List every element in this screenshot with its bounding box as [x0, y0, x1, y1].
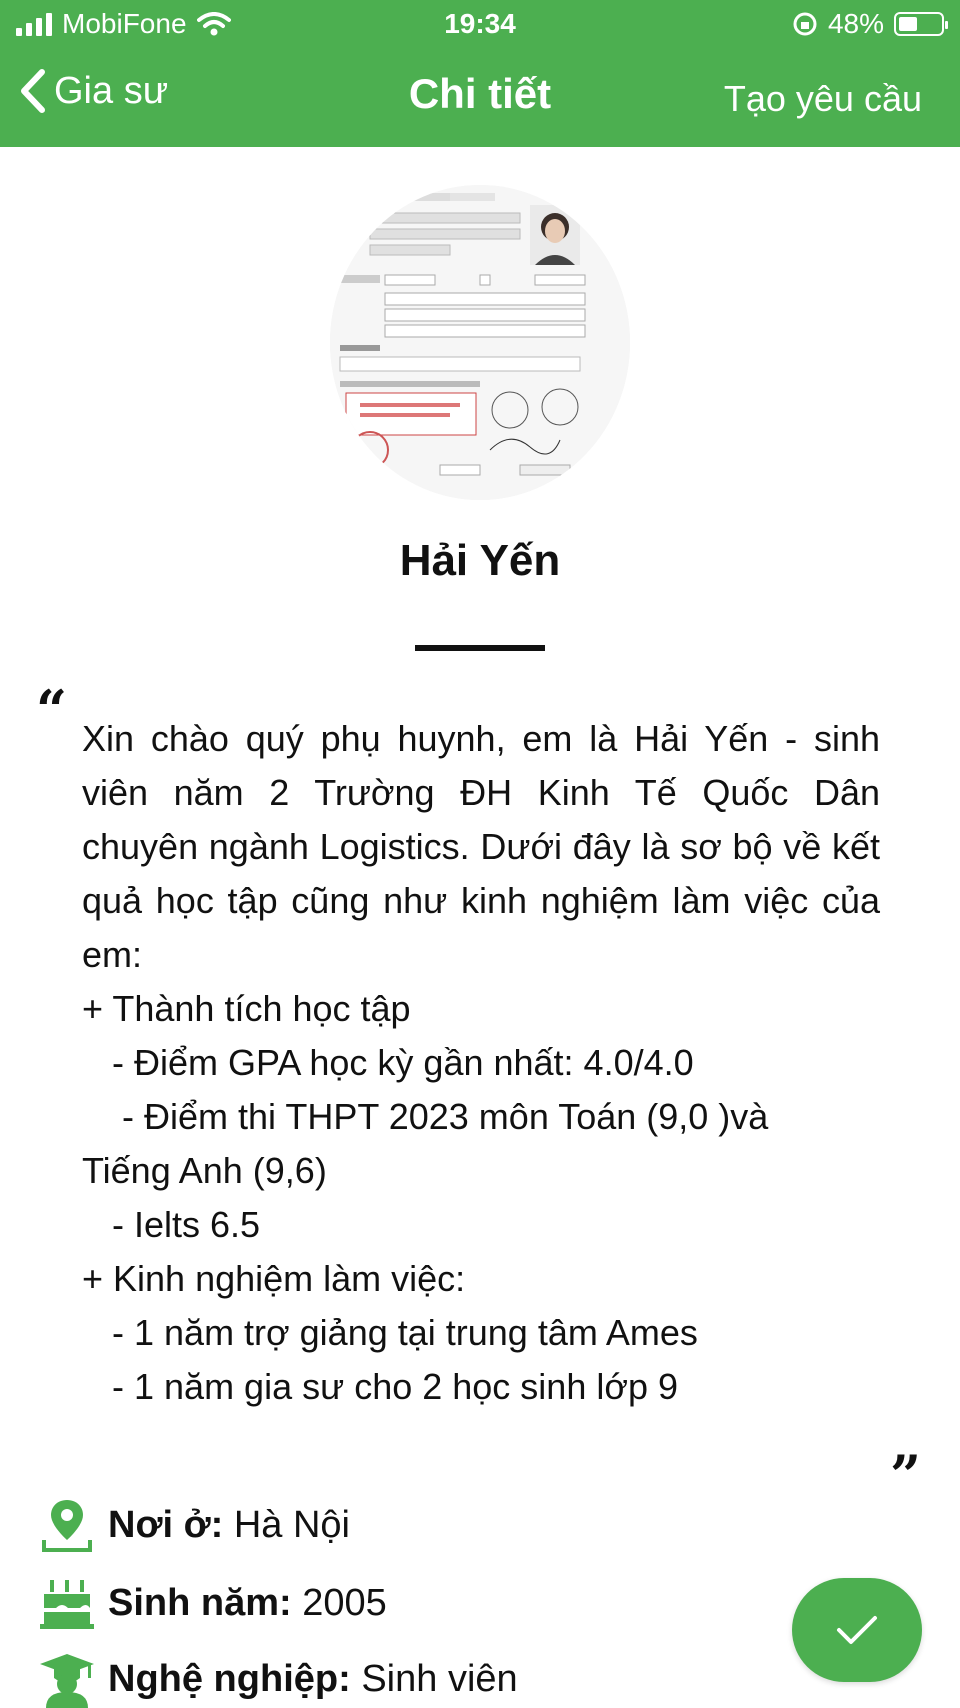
quote-close-icon: ”	[890, 1443, 922, 1507]
tutor-bio	[82, 712, 880, 1414]
confirm-button[interactable]	[792, 1578, 922, 1682]
info-birth-year	[38, 1574, 387, 1632]
location-icon	[38, 1496, 96, 1554]
tutor-name: Hải Yến	[399, 536, 561, 585]
bio-line: - 1 năm trợ giảng tại trung tâm Ames	[82, 1312, 698, 1353]
bio-line: - Điểm GPA học kỳ gần nhất: 4.0/4.0	[82, 1042, 694, 1083]
battery-icon	[894, 12, 944, 36]
bio-line: - 1 năm gia sư cho 2 học sinh lớp 9	[82, 1366, 679, 1407]
avatar[interactable]	[330, 185, 630, 500]
bio-line: Tiếng Anh (9,6)	[82, 1150, 327, 1191]
create-request-button[interactable]: Tạo yêu cầu	[723, 78, 922, 119]
birth-year-label: Sinh năm:	[108, 1581, 292, 1624]
back-label: Gia sư	[54, 69, 169, 112]
bio-intro: Xin chào quý phụ huynh, em là Hải Yến - sinh viên năm 2 Trường ĐH Kinh Tế Quốc Dân chuyên ngành Logistics. Dưới đây là sơ bộ về kết quả học tập cũng như kinh nghiệm làm việc của em:	[82, 718, 880, 975]
bio-line: + Kinh nghiệm làm việc:	[82, 1258, 466, 1299]
name-divider	[415, 645, 545, 651]
location-value: Hà Nội	[233, 1503, 350, 1546]
bio-line: + Thành tích học tập	[82, 988, 411, 1029]
info-location	[38, 1496, 350, 1554]
page-title: Chi tiết	[408, 70, 552, 117]
location-label: Nơi ở:	[108, 1503, 224, 1546]
bio-line: - Điểm thi THPT 2023 môn Toán (9,0 )và	[82, 1096, 769, 1137]
battery-percent: 48%	[827, 8, 884, 39]
navigation-bar	[0, 50, 960, 145]
status-bar	[0, 0, 960, 48]
occupation-value: Sinh viên	[361, 1657, 518, 1700]
info-occupation	[38, 1650, 518, 1708]
certificate-photo	[330, 185, 630, 500]
app-header	[0, 0, 960, 147]
quote-open-icon: “	[36, 678, 68, 742]
occupation-label: Nghệ nghiệp:	[108, 1657, 351, 1700]
carrier-label: MobiFone	[62, 8, 187, 39]
birthday-cake-icon	[38, 1574, 96, 1632]
birth-year-value: 2005	[302, 1581, 387, 1624]
graduate-icon	[38, 1650, 96, 1708]
check-icon	[835, 1612, 879, 1648]
bio-line: - Ielts 6.5	[82, 1204, 261, 1245]
status-time: 19:34	[444, 8, 516, 39]
orientation-lock-icon	[792, 11, 818, 37]
